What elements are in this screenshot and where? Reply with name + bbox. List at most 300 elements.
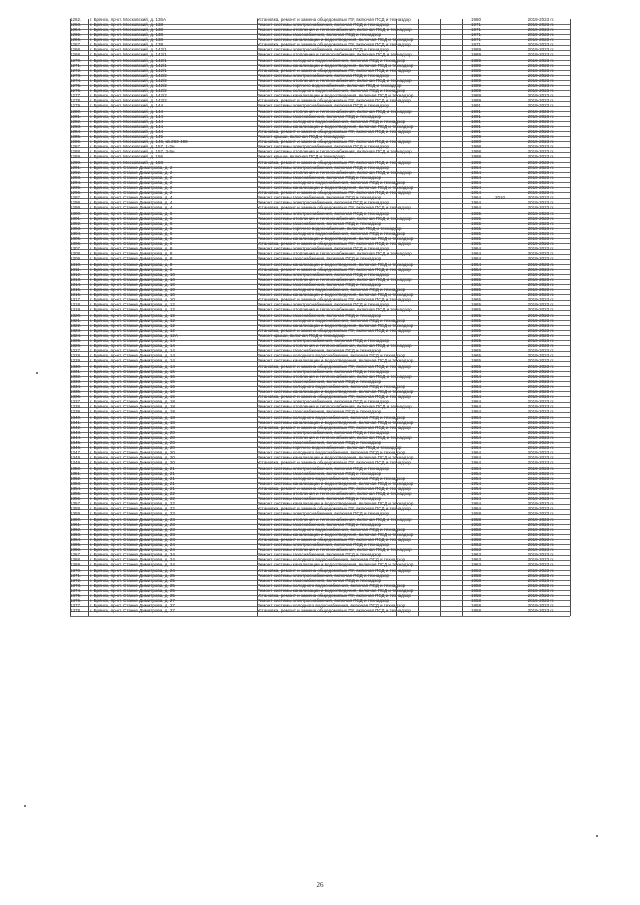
planned-period-cell: 2019-2023 гг. (527, 62, 555, 68)
commissioning-year-cell: 1954 (470, 480, 481, 486)
row-number: 1284. (70, 128, 82, 134)
planned-period-cell: 2019-2023 гг. (527, 485, 555, 491)
commissioning-year-cell: 1964 (470, 399, 481, 405)
address-cell: г. Брянск, пр-кт. Станке Димитрова, д. 4 (90, 195, 173, 201)
address-cell: г. Брянск, пр-кт. Станке Димитрова, д. 14 (90, 353, 175, 359)
row-number: 1370. (70, 567, 82, 573)
row-number: 1315. (70, 287, 82, 292)
commissioning-year-cell: 1964 (470, 394, 481, 400)
work-type-cell: Ремонт системы газоснабжения, включая ПСД и технадзор (257, 496, 382, 502)
commissioning-year-cell: 1989 (470, 88, 481, 94)
address-cell: г. Брянск, пр-кт. Московский, д. 144 (90, 103, 163, 109)
commissioning-year-cell: 1958 (470, 577, 481, 583)
commissioning-year-cell: 1965 (470, 281, 481, 287)
row-number: 1346. (70, 445, 82, 451)
planned-period-cell: 2019-2023 гг. (527, 190, 555, 196)
work-type-cell: Ремонт системы газоснабжения, включая ПСД и технадзор (257, 348, 382, 354)
work-type-cell: Ремонт системы канализации и водоотведения, включая ПСД и технадзор (257, 322, 414, 328)
work-type-cell: Ремонт системы холодного водоснабжения, включая ПСД и технадзор (257, 475, 406, 481)
work-type-cell: Ремонт системы канализации и водоотведения, включая ПСД и технадзор (257, 185, 414, 190)
planned-period-cell: 2019-2023 гг. (527, 154, 555, 160)
planned-period-cell: 2019-2023 гг. (527, 383, 555, 389)
row-number: 1322. (70, 322, 82, 328)
planned-period-cell: 2019-2023 гг. (527, 281, 555, 287)
row-number: 1344. (70, 434, 82, 440)
address-cell: г. Брянск, пр-кт. Станке Димитрова, д. 25 (90, 587, 175, 593)
commissioning-year-cell: 1964 (470, 190, 481, 196)
scan-speck (36, 372, 38, 374)
commissioning-year-cell: 1954 (470, 475, 481, 481)
scan-speck (596, 835, 598, 837)
planned-period-cell: 2019-2023 гг. (527, 241, 555, 247)
planned-period-cell: 2019-2023 гг. (527, 123, 555, 129)
address-cell: г. Брянск, пр-кт. Станке Димитрова, д. 12 (90, 317, 175, 323)
work-type-cell: Ремонт системы электроснабжения, включая ПСД и технадзор (257, 511, 390, 517)
row-number: 1282. (70, 118, 82, 124)
planned-period-cell: 2019-2023 гг. (527, 307, 555, 313)
address-cell: г. Брянск, пр-кт. Станке Димитрова, д. 24 (90, 547, 175, 553)
planned-period-cell: 2019-2023 гг. (527, 159, 555, 165)
commissioning-year-cell: 1964 (470, 200, 481, 206)
row-number: 1289. (70, 154, 82, 160)
row-number: 1368. (70, 557, 82, 563)
address-cell: г. Брянск, пр-кт. Станке Димитрова, д. 24 (90, 557, 175, 563)
page-number: 26 (316, 881, 324, 889)
address-cell: г. Брянск, пр-кт. Московский, д. 144 (90, 113, 163, 119)
address-cell: г. Брянск, пр-кт. Станке Димитрова, д. 20 (90, 434, 175, 440)
work-type-cell: Ремонт системы газоснабжения, включая ПСД и технадзор (257, 552, 382, 558)
planned-period-cell: 2019-2023 гг. (527, 496, 555, 502)
address-cell: г. Брянск, пр-кт. Станке Димитрова, д. 24 (90, 552, 175, 558)
commissioning-year-cell: 1958 (470, 608, 481, 614)
work-type-cell: Ремонт системы холодного водоснабжения, включая ПСД и технадзор (257, 287, 406, 292)
planned-period-cell: 2019-2023 гг. (527, 567, 555, 573)
commissioning-year-cell: 1964 (470, 414, 481, 420)
planned-period-cell: 2019-2023 гг. (527, 322, 555, 328)
work-type-cell: Установка, ремонт и замена общедомовых ПУ, включая ПСД и технадзор (257, 67, 411, 73)
work-type-cell: Ремонт системы отопления и теплоснабжения, включая ПСД и технадзор (257, 108, 412, 114)
work-type-cell: Ремонт системы газоснабжения, включая ПСД и технадзор (257, 312, 382, 318)
work-type-cell: Ремонт системы канализации и водоотведения, включая ПСД и технадзор (257, 358, 414, 364)
address-cell: г. Брянск, пр-кт. Московский, д. 142/2 (90, 98, 167, 104)
commissioning-year-cell: 1964 (470, 460, 481, 466)
work-type-cell: Установка, ремонт и замена общедомовых ПУ, включая ПСД и технадзор (257, 593, 411, 598)
commissioning-year-cell: 1965 (470, 338, 481, 343)
work-type-cell: Ремонт системы канализации и водоотведения, включая ПСД и технадзор (257, 531, 414, 537)
work-type-cell: Ремонт системы канализации и водоотведения, включая ПСД и технадзор (257, 562, 414, 568)
address-cell: г. Брянск, пр-кт. Московский, д. 142/2 (90, 88, 167, 94)
address-cell: г. Брянск, пр-кт. Станке Димитрова, д. 6 (90, 210, 173, 216)
commissioning-year-cell: 1958 (470, 587, 481, 593)
planned-period-cell: 2019-2023 гг. (527, 118, 555, 124)
row-number: 1323. (70, 327, 82, 333)
work-type-cell: Ремонт системы электроснабжения, включая ПСД и технадзор (257, 399, 390, 405)
work-type-cell: Ремонт системы отопления и теплоснабжения, включая ПСД и технадзор (257, 491, 412, 496)
commissioning-year-cell: 1964 (470, 389, 481, 394)
row-number: 1288. (70, 149, 82, 155)
column-rule (396, 19, 397, 616)
address-cell: г. Брянск, пр-кт. Московский, д. 138 (90, 26, 163, 32)
address-cell: г. Брянск, пр-кт. Станке Димитрова, д. 20 (90, 460, 175, 466)
planned-period-cell: 2019-2023 гг. (527, 475, 555, 481)
row-number: 1300. (70, 210, 82, 216)
row-number: 1333. (70, 378, 82, 384)
commissioning-year-cell: 1964 (470, 246, 481, 252)
work-type-cell: Ремонт системы электроснабжения, включая ПСД и технадзор (257, 271, 390, 277)
work-type-cell: Ремонт системы электроснабжения, включая ПСД и технадзор (257, 72, 390, 78)
work-type-cell: Установка, ремонт и замена общедомовых ПУ, включая ПСД и технадзор (257, 536, 411, 542)
address-cell: г. Брянск, пр-кт. Станке Димитрова, д. 22 (90, 506, 175, 512)
commissioning-year-cell: 1991 (470, 103, 481, 109)
commissioning-year-cell: 1965 (470, 307, 481, 313)
commissioning-year-cell: 1964 (470, 429, 481, 435)
work-type-cell: Ремонт системы канализации и водоотведения, включая ПСД и технадзор (257, 62, 414, 68)
planned-period-cell: 2019-2023 гг. (527, 302, 555, 308)
row-number: 1321. (70, 317, 82, 323)
work-type-cell: Установка, ремонт и замена общедомовых ПУ, включая ПСД и технадзор (257, 424, 411, 430)
commissioning-year-cell: 1991 (470, 113, 481, 119)
address-cell: г. Брянск, пр-кт. Станке Димитрова, д. 18 (90, 424, 175, 430)
row-number: 1302. (70, 220, 82, 226)
address-cell: г. Брянск, пр-кт. Станке Димитрова, д. 12А (90, 332, 178, 338)
work-type-cell: Ремонт системы газоснабжения, включая ПСД и технадзор (257, 577, 382, 583)
work-type-cell: Ремонт системы газоснабжения, включая ПСД и технадзор (257, 113, 382, 119)
address-cell: г. Брянск, пр-кт. Станке Димитрова, д. 18 (90, 399, 175, 405)
row-number: 1358. (70, 506, 82, 512)
planned-period-cell: 2019-2023 гг. (527, 511, 555, 517)
planned-period-cell: 2019-2023 гг. (527, 230, 555, 236)
planned-period-cell: 2019-2023 гг. (527, 93, 555, 99)
address-cell: г. Брянск, пр-кт. Станке Димитрова, д. 10 (90, 297, 175, 303)
address-cell: г. Брянск, пр-кт. Станке Димитрова, д. 20 (90, 455, 175, 461)
work-type-cell: Ремонт системы отопления и теплоснабжения, включая ПСД и технадзор (257, 149, 412, 155)
planned-period-cell: 2019-2023 гг. (527, 480, 555, 486)
address-cell: г. Брянск, пр-кт. Станке Димитрова, д. 2 (90, 179, 173, 185)
address-cell: г. Брянск, пр-кт. Станке Димитрова, д. 22 (90, 491, 175, 496)
address-cell: г. Брянск, пр-кт. Станке Димитрова, д. 4 (90, 205, 173, 211)
address-cell: г. Брянск, пр-кт. Станке Димитрова, д. 25 (90, 593, 175, 598)
work-type-cell: Ремонт системы отопления и теплоснабжения, включая ПСД и технадзор (257, 404, 412, 410)
commissioning-year-cell: 1964 (470, 185, 481, 190)
commissioning-year-cell: 1964 (470, 266, 481, 272)
planned-period-cell: 2019-2023 гг. (527, 47, 555, 53)
planned-period-cell: 2019-2023 гг. (527, 404, 555, 410)
address-cell: г. Брянск, пр-кт. Станке Димитрова, д. 6 (90, 241, 173, 247)
work-type-cell: Ремонт системы отопления и теплоснабжения, включая ПСД и технадзор (257, 343, 412, 349)
commissioning-year-cell: 1965 (470, 236, 481, 241)
row-number: 1283. (70, 123, 82, 129)
address-cell: г. Брянск, пр-кт. Станке Димитрова, д. 27 (90, 608, 175, 614)
work-type-cell: Ремонт системы отопления и теплоснабжения, включая ПСД и технадзор (257, 26, 412, 32)
address-cell: г. Брянск, пр-кт. Станке Димитрова, д. 21 (90, 475, 175, 481)
commissioning-year-cell: 1963 (470, 552, 481, 558)
planned-period-cell: 2019-2023 гг. (527, 144, 555, 150)
commissioning-year-cell: 1954 (470, 470, 481, 476)
work-type-cell: Ремонт системы газоснабжения, включая ПСД и технадзор (257, 409, 382, 415)
row-number: 1310. (70, 261, 82, 267)
row-number: 1356. (70, 496, 82, 502)
work-type-cell: Установка, ремонт и замена общедомовых ПУ, включая ПСД и технадзор (257, 205, 411, 211)
work-type-cell: Ремонт системы канализации и водоотведения, включая ПСД и технадзор (257, 236, 414, 241)
row-number: 1343. (70, 429, 82, 435)
row-number: 1286. (70, 139, 82, 145)
commissioning-year-cell: 1965 (470, 210, 481, 216)
commissioning-year-cell: 1964 (470, 496, 481, 502)
work-type-cell: Ремонт системы электроснабжения, включая ПСД и технадзор (257, 465, 390, 471)
row-number: 1339. (70, 409, 82, 415)
work-type-cell: Ремонт системы газоснабжения, включая ПСД и технадзор (257, 378, 382, 384)
work-type-cell: Ремонт системы канализации и водоотведения, включая ПСД и технадзор (257, 123, 414, 129)
planned-period-cell: 2019-2023 гг. (527, 42, 555, 48)
row-number: 1262. (70, 16, 82, 22)
work-type-cell: Ремонт системы холодного водоснабжения, включая ПСД и технадзор (257, 353, 406, 359)
work-type-cell: Ремонт крыши, включая ПСД и технадзор (257, 332, 345, 338)
address-cell: г. Брянск, пр-кт. Станке Димитрова, д. 10 (90, 287, 175, 292)
row-number: 1331. (70, 368, 82, 374)
address-cell: г. Брянск, пр-кт. Станке Димитрова, д. 20 (90, 440, 175, 445)
row-number: 1376. (70, 598, 82, 604)
work-type-cell: Ремонт системы газоснабжения, включая ПСД и технадзор (257, 32, 382, 37)
planned-period-cell: 2019-2023 гг. (527, 531, 555, 537)
planned-period-cell: 2019-2023 гг. (527, 445, 555, 451)
commissioning-year-cell: 1998 (470, 149, 481, 155)
commissioning-year-cell: 1964 (470, 450, 481, 456)
planned-period-cell: 2019-2023 гг. (527, 179, 555, 185)
commissioning-year-cell: 1971 (470, 42, 481, 48)
row-number: 1308. (70, 251, 82, 257)
work-type-cell: Ремонт системы канализации и водоотведения, включая ПСД и технадзор (257, 419, 414, 425)
work-type-cell: Установка, ремонт и замена общедомовых ПУ, включая ПСД и технадзор (257, 159, 411, 165)
address-cell: г. Брянск, пр-кт. Станке Димитрова, д. 16 (90, 389, 175, 394)
address-cell: г. Брянск, пр-кт. Московский, д. 136А (90, 16, 166, 22)
row-number: 1306. (70, 241, 82, 247)
work-type-cell: Ремонт крыши, включая ПСД и технадзор (257, 134, 345, 139)
planned-period-cell: 2019-2023 гг. (527, 103, 555, 109)
commissioning-year-cell: 1980 (470, 16, 481, 22)
work-type-cell: Ремонт системы газоснабжения, включая ПСД и технадзор (257, 281, 382, 287)
work-type-cell: Ремонт системы канализации и водоотведения, включая ПСД и технадзор (257, 480, 414, 486)
commissioning-year-cell: 1965 (470, 271, 481, 277)
commissioning-year-cell: 1958 (470, 593, 481, 598)
address-cell: г. Брянск, пр-кт. Московский, д. 145 (90, 134, 163, 139)
planned-period-cell: 2019-2023 гг. (527, 409, 555, 415)
commissioning-year-cell: 1964 (470, 424, 481, 430)
address-cell: г. Брянск, пр-кт. Московский, д. 146, кв.263-499 (90, 139, 188, 145)
commissioning-year-cell: 1965 (470, 317, 481, 323)
commissioning-year-cell: 1958 (470, 598, 481, 604)
planned-period-cell: 2019-2023 гг. (527, 327, 555, 333)
address-cell: г. Брянск, пр-кт. Московский, д. 142/1 (90, 62, 167, 68)
planned-period-cell: 2019-2023 гг. (527, 394, 555, 400)
planned-period-cell: 2019-2023 гг. (527, 562, 555, 568)
row-number: 1305. (70, 236, 82, 241)
work-type-cell: Ремонт системы отопления и теплоснабжения, включая ПСД и технадзор (257, 77, 412, 83)
planned-period-cell: 2019-2023 гг. (527, 582, 555, 588)
work-type-cell: Установка, ремонт и замена общедомовых ПУ, включая ПСД и технадзор (257, 608, 411, 614)
work-type-cell: Установка, ремонт и замена общедомовых ПУ, включая ПСД и технадзор (257, 506, 411, 512)
planned-period-cell: 2019-2023 гг. (527, 368, 555, 374)
planned-period-cell: 2019-2023 гг. (527, 465, 555, 471)
row-number: 1367. (70, 552, 82, 558)
address-cell: г. Брянск, пр-кт. Московский, д. 142/1 (90, 52, 167, 58)
row-number: 1320. (70, 312, 82, 318)
commissioning-year-cell: 1958 (470, 536, 481, 542)
column-rule (462, 19, 463, 616)
work-type-cell: Ремонт системы газоснабжения, включая ПСД и технадзор (257, 220, 382, 226)
planned-period-cell: 2019-2023 гг. (527, 83, 555, 88)
address-cell: г. Брянск, пр-кт. Станке Димитрова, д. 12 (90, 302, 175, 308)
work-type-cell: Установка, ремонт и замена общедомовых ПУ, включая ПСД и технадзор (257, 42, 411, 48)
work-type-cell: Ремонт системы отопления и теплоснабжения, включая ПСД и технадзор (257, 307, 412, 313)
commissioning-year-cell: 1989 (470, 77, 481, 83)
address-cell: г. Брянск, пр-кт. Станке Димитрова, д. 14 (90, 343, 175, 349)
row-number: 1314. (70, 281, 82, 287)
planned-period-cell: 2019-2023 гг. (527, 297, 555, 303)
commissioning-year-cell: 1964 (470, 195, 481, 201)
address-cell: г. Брянск, пр-кт. Московский, д. 142/2 (90, 83, 167, 88)
address-cell: г. Брянск, пр-кт. Московский, д. 142/2 (90, 93, 167, 99)
planned-period-cell: 2019-2023 гг. (527, 256, 555, 262)
address-cell: г. Брянск, пр-кт. Станке Димитрова, д. 23 (90, 516, 175, 522)
work-type-cell: Ремонт системы канализации и водоотведения, включая ПСД и технадзор (257, 261, 414, 267)
commissioning-year-cell: 1965 (470, 297, 481, 303)
address-cell: г. Брянск, пр-кт. Станке Димитрова, д. 2 (90, 164, 173, 170)
planned-period-cell: 2019-2023 гг. (527, 26, 555, 32)
commissioning-year-cell: 1965 (470, 358, 481, 364)
row-number: 1329. (70, 358, 82, 364)
planned-period-cell: 2019-2023 гг. (527, 332, 555, 338)
planned-period-cell: 2019-2023 гг. (527, 542, 555, 547)
column-rule (257, 19, 258, 616)
work-type-cell: Установка, ремонт и замена общедомовых ПУ, включая ПСД и технадзор (257, 98, 411, 104)
work-type-cell: Ремонт системы газоснабжения, включая ПСД и технадзор (257, 440, 382, 445)
commissioning-year-cell: 1964 (470, 440, 481, 445)
row-number: 1365. (70, 542, 82, 547)
work-type-cell: Ремонт системы электроснабжения, включая ПСД и технадзор (257, 200, 390, 206)
commissioning-year-cell: 1958 (470, 572, 481, 578)
planned-period-cell: 2019-2023 гг. (527, 149, 555, 155)
row-number: 1270. (70, 57, 82, 63)
commissioning-year-cell: 1990 (470, 139, 481, 145)
row-number: 1287. (70, 144, 82, 150)
work-type-cell: Ремонт системы отопления и теплоснабжения, включая ПСД и технадзор (257, 215, 412, 221)
row-number: 1280. (70, 108, 82, 114)
commissioning-year-cell: 1958 (470, 582, 481, 588)
row-number: 1369. (70, 562, 82, 568)
planned-period-cell: 2019-2023 гг. (527, 174, 555, 180)
row-number: 1364. (70, 536, 82, 542)
row-number: 1268. (70, 47, 82, 53)
work-type-cell: Ремонт системы электроснабжения, включая ПСД и технадзор (257, 429, 390, 435)
planned-period-cell: 2019-2023 гг. (527, 139, 555, 145)
work-type-cell: Ремонт системы холодного водоснабжения, включая ПСД и технадзор (257, 383, 406, 389)
address-cell: г. Брянск, пр-кт. Станке Димитрова, д. 14 (90, 338, 175, 343)
commissioning-year-cell: 1965 (470, 276, 481, 282)
commissioning-year-cell: 1965 (470, 292, 481, 298)
planned-period-cell: 2019-2023 гг. (527, 108, 555, 114)
work-type-cell: Ремонт системы холодного водоснабжения, включая ПСД и технадзор (257, 582, 406, 588)
address-cell: г. Брянск, пр-кт. Станке Димитрова, д. 21 (90, 480, 175, 486)
work-type-cell: Установка, ремонт и замена общедомовых ПУ, включая ПСД и технадзор (257, 394, 411, 400)
commissioning-year-cell: 1964 (470, 251, 481, 257)
row-number: 1330. (70, 363, 82, 369)
work-type-cell: Ремонт системы газоснабжения, включая ПСД и технадзор (257, 470, 382, 476)
address-cell: г. Брянск, пр-кт. Станке Димитрова, д. 25 (90, 577, 175, 583)
planned-period-cell: 2019-2023 гг. (527, 587, 555, 593)
work-type-cell: Ремонт системы канализации и водоотведения, включая ПСД и технадзор (257, 587, 414, 593)
row-number: 1319. (70, 307, 82, 313)
address-cell: г. Брянск, пр-кт. Станке Димитрова, д. 6 (90, 225, 173, 231)
address-cell: г. Брянск, пр-кт. Станке Димитрова, д. 24 (90, 542, 175, 547)
commissioning-year-cell: 1964 (470, 373, 481, 379)
commissioning-year-cell: 1958 (470, 526, 481, 532)
commissioning-year-cell: 1964 (470, 169, 481, 175)
row-number: 1264. (70, 26, 82, 32)
planned-period-cell: 2019-2023 гг. (527, 608, 555, 614)
planned-period-cell: 2019-2023 гг. (527, 577, 555, 583)
address-cell: г. Брянск, пр-кт. Станке Димитрова, д. 27 (90, 603, 175, 609)
planned-period-cell: 2019-2023 гг. (527, 113, 555, 119)
row-number: 1313. (70, 276, 82, 282)
address-cell: г. Брянск, пр-кт. Станке Димитрова, д. 14 (90, 358, 175, 364)
address-cell: г. Брянск, пр-кт. Московский, д. 138 (90, 32, 163, 37)
address-cell: г. Брянск, пр-кт. Станке Димитрова, д. 21 (90, 470, 175, 476)
planned-period-cell: 2019-2023 гг. (527, 77, 555, 83)
planned-period-cell: 2019-2023 гг. (527, 424, 555, 430)
planned-period-cell: 2019-2023 гг. (527, 72, 555, 78)
address-cell: г. Брянск, пр-кт. Станке Димитрова, д. 10 (90, 292, 175, 298)
address-cell: г. Брянск, пр-кт. Станке Димитрова, д. 20 (90, 429, 175, 435)
row-number: 1348. (70, 455, 82, 461)
row-number: 1271. (70, 62, 82, 68)
commissioning-year-cell: 1998 (470, 154, 481, 160)
work-type-cell: Ремонт системы электроснабжения, включая ПСД и технадзор (257, 338, 390, 343)
address-cell: г. Брянск, пр-кт. Станке Димитрова, д. 21 (90, 465, 175, 471)
address-cell: г. Брянск, пр-кт. Станке Димитрова, д. 14 (90, 363, 175, 369)
work-type-cell: Ремонт системы отопления и теплоснабжения, включая ПСД и технадзор (257, 373, 412, 379)
address-cell: г. Брянск, пр-кт. Станке Димитрова, д. 12 (90, 312, 175, 318)
row-number: 1371. (70, 572, 82, 578)
planned-period-cell: 2019-2023 гг. (527, 526, 555, 532)
planned-period-cell: 2019-2023 гг. (527, 261, 555, 267)
address-cell: г. Брянск, пр-кт. Станке Димитрова, д. 6 (90, 220, 173, 226)
work-type-cell: Ремонт системы канализации и водоотведения, включая ПСД и технадзор (257, 37, 414, 43)
row-number: 1272. (70, 67, 82, 73)
commissioning-year-cell: 1989 (470, 47, 481, 53)
work-type-cell: Ремонт системы электроснабжения, включая ПСД и технадзор (257, 103, 390, 109)
commissioning-year-cell: 1971 (470, 21, 481, 27)
planned-period-cell: 2019-2023 гг. (527, 557, 555, 563)
commissioning-year-cell: 1963 (470, 557, 481, 563)
planned-period-cell: 2019-2023 гг. (527, 434, 555, 440)
row-number: 1374. (70, 587, 82, 593)
commissioning-year-cell: 1964 (470, 409, 481, 415)
commissioning-year-cell: 1965 (470, 348, 481, 354)
commissioning-year-cell: 1954 (470, 485, 481, 491)
work-type-cell: Ремонт системы электроснабжения, включая ПСД и технадзор (257, 542, 390, 547)
planned-period-cell: 2019-2023 гг. (527, 169, 555, 175)
row-number: 1350. (70, 465, 82, 471)
address-cell: г. Брянск, пр-кт. Станке Димитрова, д. 27 (90, 598, 175, 604)
row-number: 1303. (70, 225, 82, 231)
commissioning-year-cell: 1991 (470, 118, 481, 124)
address-cell: г. Брянск, пр-кт. Московский, д. 157, 3-5н (90, 149, 175, 155)
work-type-cell: Ремонт системы отопления и теплоснабжения, включая ПСД и технадзор (257, 251, 412, 257)
planned-period-cell: 2019-2023 гг. (527, 225, 555, 231)
address-cell: г. Брянск, пр-кт. Станке Димитрова, д. 25 (90, 582, 175, 588)
work-type-cell: Ремонт системы электроснабжения, включая ПСД и технадзор (257, 144, 390, 150)
work-type-cell: Ремонт системы электроснабжения, включая ПСД и технадзор (257, 210, 390, 216)
